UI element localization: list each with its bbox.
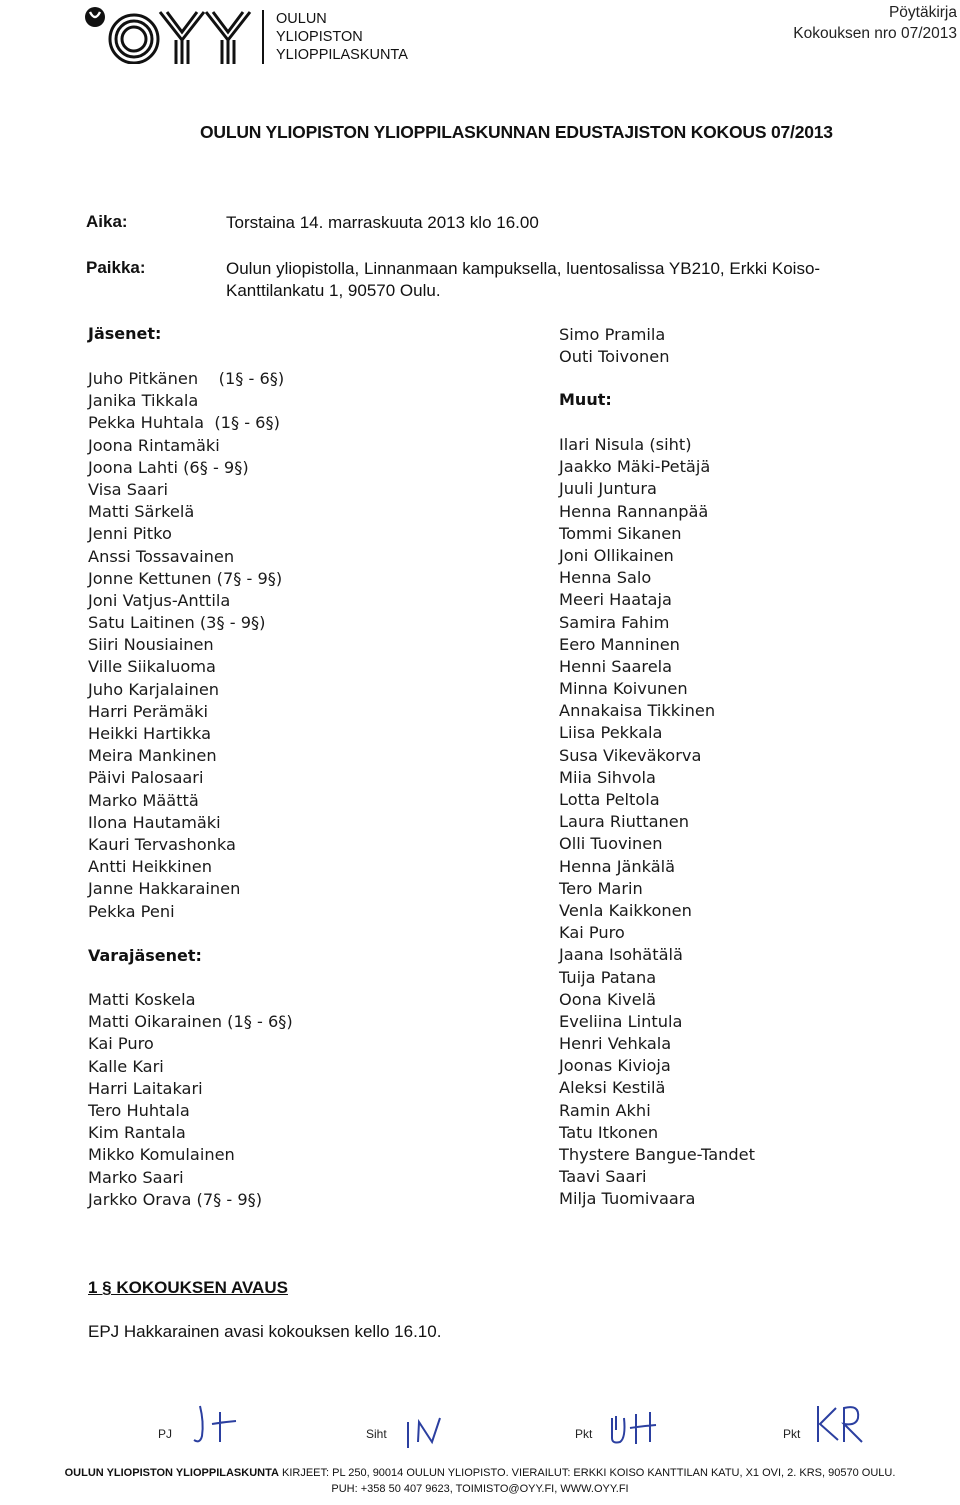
member-item: Ville Siikaluoma <box>88 657 216 677</box>
document-type: Pöytäkirja <box>888 4 957 21</box>
place-label: Paikka: <box>86 258 146 277</box>
member-item: Joni Vatjus-Anttila <box>88 590 231 610</box>
member-item: Janika Tikkala <box>88 391 199 411</box>
other-attendee-item: Eero Manninen <box>559 634 680 654</box>
other-attendee-item: Venla Kaikkonen <box>559 900 692 920</box>
other-attendee-item: Aleksi Kestilä <box>559 1078 666 1098</box>
section-1-heading: 1 § KOKOUKSEN AVAUS <box>88 1278 288 1297</box>
deputy-item: Mikko Komulainen <box>88 1145 235 1165</box>
member-item: Outi Toivonen <box>559 347 670 367</box>
footer-contact: PUH: +358 50 407 9623, TOIMISTO@OYY.FI, WWW.OYY.FI <box>331 1483 629 1495</box>
deputies-heading: Varajäsenet: <box>88 946 202 965</box>
other-attendee-item: Ilari Nisula (siht) <box>559 435 692 454</box>
time-value: Torstaina 14. marraskuuta 2013 klo 16.00 <box>226 213 539 232</box>
other-attendee-item: Olli Tuovinen <box>559 834 663 854</box>
other-attendee-item: Meeri Haataja <box>559 590 672 610</box>
right-top-list <box>559 324 670 368</box>
member-item: Meira Mankinen <box>88 746 217 766</box>
member-item: Joona Lahti (6§ - 9§) <box>88 457 249 477</box>
other-attendee-item: Thystere Bangue-Tandet <box>559 1145 755 1164</box>
others-heading: Muut: <box>559 390 612 409</box>
member-item: Kauri Tervashonka <box>88 834 236 854</box>
other-attendee-item: Miia Sihvola <box>559 767 656 787</box>
member-item: Simo Pramila <box>559 325 666 344</box>
other-attendee-item: Kai Puro <box>559 923 625 943</box>
other-attendee-item: Joonas Kivioja <box>559 1056 671 1076</box>
org-line-3: YLIOPPILASKUNTA <box>276 47 408 63</box>
other-attendee-item: Joni Ollikainen <box>559 545 674 565</box>
member-item: Antti Heikkinen <box>88 857 213 877</box>
pkt1-signature <box>606 1408 658 1448</box>
member-item: Visa Saari <box>88 479 168 499</box>
member-item: Pekka Peni <box>88 901 175 921</box>
others-list <box>559 434 755 1211</box>
other-attendee-item: Liisa Pekkala <box>559 723 663 743</box>
other-attendee-item: Tuija Patana <box>559 967 657 987</box>
deputy-item: Kalle Kari <box>88 1056 164 1076</box>
member-item: Janne Hakkarainen <box>88 879 241 899</box>
place-value <box>226 258 820 302</box>
page-title: OULUN YLIOPISTON YLIOPPILASKUNNAN EDUSTAJISTON KOKOUS 07/2013 <box>200 122 833 142</box>
members-heading: Jäsenet: <box>88 324 162 343</box>
other-attendee-item: Annakaisa Tikkinen <box>559 701 716 721</box>
org-line-1: OULUN <box>276 11 327 27</box>
deputy-item: Matti Oikarainen (1§ - 6§) <box>88 1012 293 1032</box>
deputy-item: Harri Laitakari <box>88 1078 203 1098</box>
members-list <box>88 368 284 923</box>
other-attendee-item: Juuli Juntura <box>559 479 657 499</box>
other-attendee-item: Henri Vehkala <box>559 1034 672 1054</box>
initial-label-siht: Siht <box>366 1427 387 1441</box>
other-attendee-item: Oona Kivelä <box>559 989 657 1009</box>
deputy-item: Jarkko Orava (7§ - 9§) <box>88 1189 263 1209</box>
other-attendee-item: Henna Rannanpää <box>559 501 709 521</box>
other-attendee-item: Tommi Sikanen <box>559 523 682 543</box>
member-item: Ilona Hautamäki <box>88 812 221 832</box>
deputy-item: Kim Rantala <box>88 1123 186 1143</box>
meeting-number: Kokouksen nro 07/2013 <box>793 25 957 42</box>
member-item: Harri Perämäki <box>88 701 209 721</box>
other-attendee-item: Jaakko Mäki-Petäjä <box>559 457 711 477</box>
org-line-2: YLIOPISTON <box>276 29 363 45</box>
member-item: Marko Määttä <box>88 790 199 810</box>
member-item: Juho Karjalainen <box>88 679 220 699</box>
deputy-item: Kai Puro <box>88 1034 154 1054</box>
place-line-2: Kanttilankatu 1, 90570 Oulu. <box>226 281 441 300</box>
other-attendee-item: Henna Salo <box>559 568 652 588</box>
member-item: Pekka Huhtala (1§ - 6§) <box>88 413 280 433</box>
member-item: Juho Pitkänen (1§ - 6§) <box>88 369 285 388</box>
siht-signature <box>402 1412 452 1452</box>
deputy-item: Marko Saari <box>88 1167 184 1187</box>
initial-label-pkt-2: Pkt <box>783 1427 801 1441</box>
org-name <box>262 10 408 64</box>
other-attendee-item: Henni Saarela <box>559 656 673 676</box>
initial-label-pkt-1: Pkt <box>575 1427 593 1441</box>
other-attendee-item: Lotta Peltola <box>559 790 660 809</box>
other-attendee-item: Samira Fahim <box>559 612 670 632</box>
pj-signature <box>190 1402 240 1448</box>
member-item: Heikki Hartikka <box>88 724 211 743</box>
footer-org: OULUN YLIOPISTON YLIOPPILASKUNTA <box>64 1467 279 1479</box>
page-footer <box>0 1465 960 1497</box>
member-item: Jenni Pitko <box>88 524 172 544</box>
other-attendee-item: Laura Riuttanen <box>559 812 690 832</box>
deputy-item: Tero Huhtala <box>88 1100 190 1120</box>
other-attendee-item: Ramin Akhi <box>559 1100 651 1120</box>
member-item: Päivi Palosaari <box>88 768 204 788</box>
pkt2-signature <box>812 1402 868 1446</box>
member-item: Matti Särkelä <box>88 502 195 522</box>
deputies-list <box>88 989 293 1211</box>
member-item: Joona Rintamäki <box>88 435 220 455</box>
place-line-1: Oulun yliopistolla, Linnanmaan kampuksella, luentosalissa YB210, Erkki Koiso- <box>226 259 821 278</box>
deputy-item: Matti Koskela <box>88 990 196 1009</box>
other-attendee-item: Tatu Itkonen <box>559 1122 659 1142</box>
initial-label-pj: PJ <box>158 1427 173 1441</box>
other-attendee-item: Minna Koivunen <box>559 679 688 699</box>
other-attendee-item: Susa Vikeväkorva <box>559 745 702 765</box>
other-attendee-item: Taavi Saari <box>559 1167 647 1187</box>
other-attendee-item: Henna Jänkälä <box>559 856 676 876</box>
document-meta <box>793 2 957 44</box>
other-attendee-item: Jaana Isohätälä <box>559 945 683 965</box>
other-attendee-item: Milja Tuomivaara <box>559 1189 696 1209</box>
footer-address: KIRJEET: PL 250, 90014 OULUN YLIOPISTO. VIERAILUT: ERKKI KOISO KANTTILAN KATU, X1 OVI, 2. KRS, 90570 OULU. <box>282 1467 896 1479</box>
member-item: Anssi Tossavainen <box>88 546 235 566</box>
member-item: Satu Laitinen (3§ - 9§) <box>88 613 266 633</box>
other-attendee-item: Tero Marin <box>559 878 643 898</box>
section-1-text: EPJ Hakkarainen avasi kokouksen kello 16.10. <box>88 1322 442 1341</box>
other-attendee-item: Eveliina Lintula <box>559 1011 683 1031</box>
oyy-logo-mark-icon <box>84 6 254 64</box>
oyy-logo <box>84 6 424 66</box>
time-label: Aika: <box>86 212 128 231</box>
member-item: Jonne Kettunen (7§ - 9§) <box>88 568 283 588</box>
member-item: Siiri Nousiainen <box>88 635 214 655</box>
